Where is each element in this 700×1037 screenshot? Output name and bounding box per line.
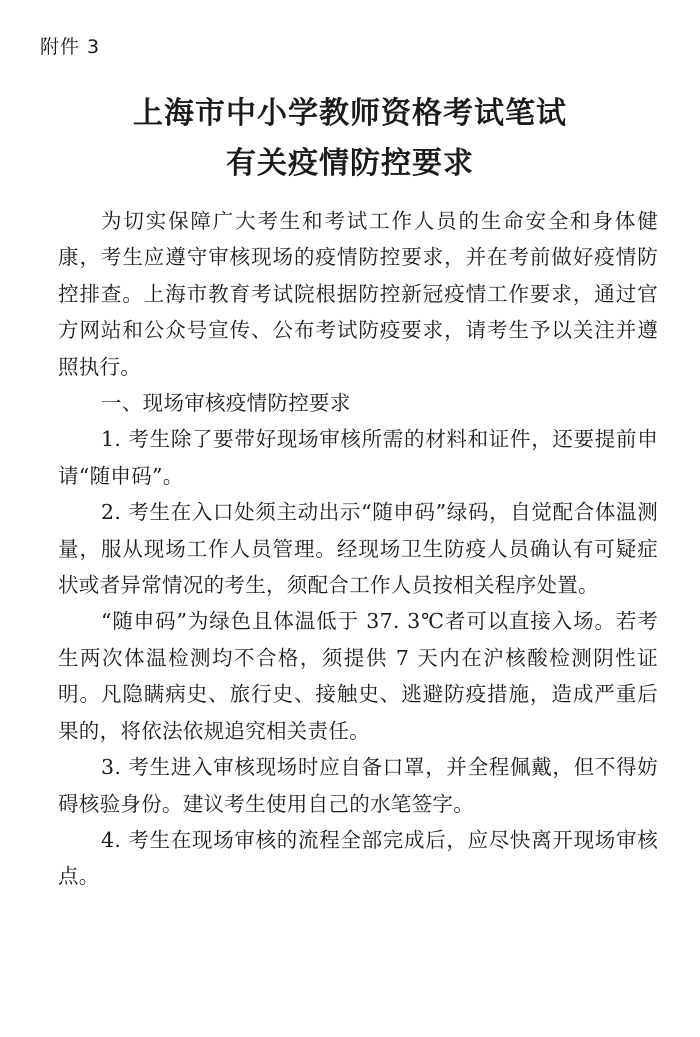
item-2-note-paragraph: “随申码”为绿色且体温低于 37. 3℃者可以直接入场。若考生两次体温检测均不合格，须提供 7 天内在沪核酸检测阴性证明。凡隐瞒病史、旅行史、接触史、逃避防疫措施，造成严重后果的，将依法依规追究相关责任。 — [58, 609, 658, 743]
section-heading-1: 一、现场审核疫情防控要求 — [101, 391, 351, 416]
document-title-line-2: 有关疫情防控要求 — [226, 146, 474, 181]
item-2-paragraph: 2. 考生在入口处须主动出示“随申码”绿码，自觉配合体温测量，服从现场工作人员管理。经现场卫生防疫人员确认有可疑症状或者异常情况的考生，须配合工作人员按相关程序处置。 — [58, 500, 658, 598]
document-title-line-1: 上海市中小学教师资格考试笔试 — [133, 96, 567, 131]
item-1-paragraph: 1. 考生除了要带好现场审核所需的材料和证件，还要提前申请“随申码”。 — [58, 427, 658, 488]
item-4-paragraph: 4. 考生在现场审核的流程全部完成后，应尽快离开现场审核点。 — [58, 827, 658, 889]
attachment-label: 附件 3 — [40, 36, 101, 58]
item-3-paragraph: 3. 考生进入审核现场时应自备口罩，并全程佩戴，但不得妨碍核验身份。建议考生使用自己的水笔签字。 — [58, 755, 658, 816]
intro-paragraph: 为切实保障广大考生和考试工作人员的生命安全和身体健康，考生应遵守审核现场的疫情防控要求，并在考前做好疫情防控排查。上海市教育考试院根据防控新冠疫情工作要求，通过官方网站和公众号宣传、公布考试防疫要求，请考生予以关注并遵照执行。 — [58, 209, 658, 379]
document-body — [58, 203, 658, 895]
